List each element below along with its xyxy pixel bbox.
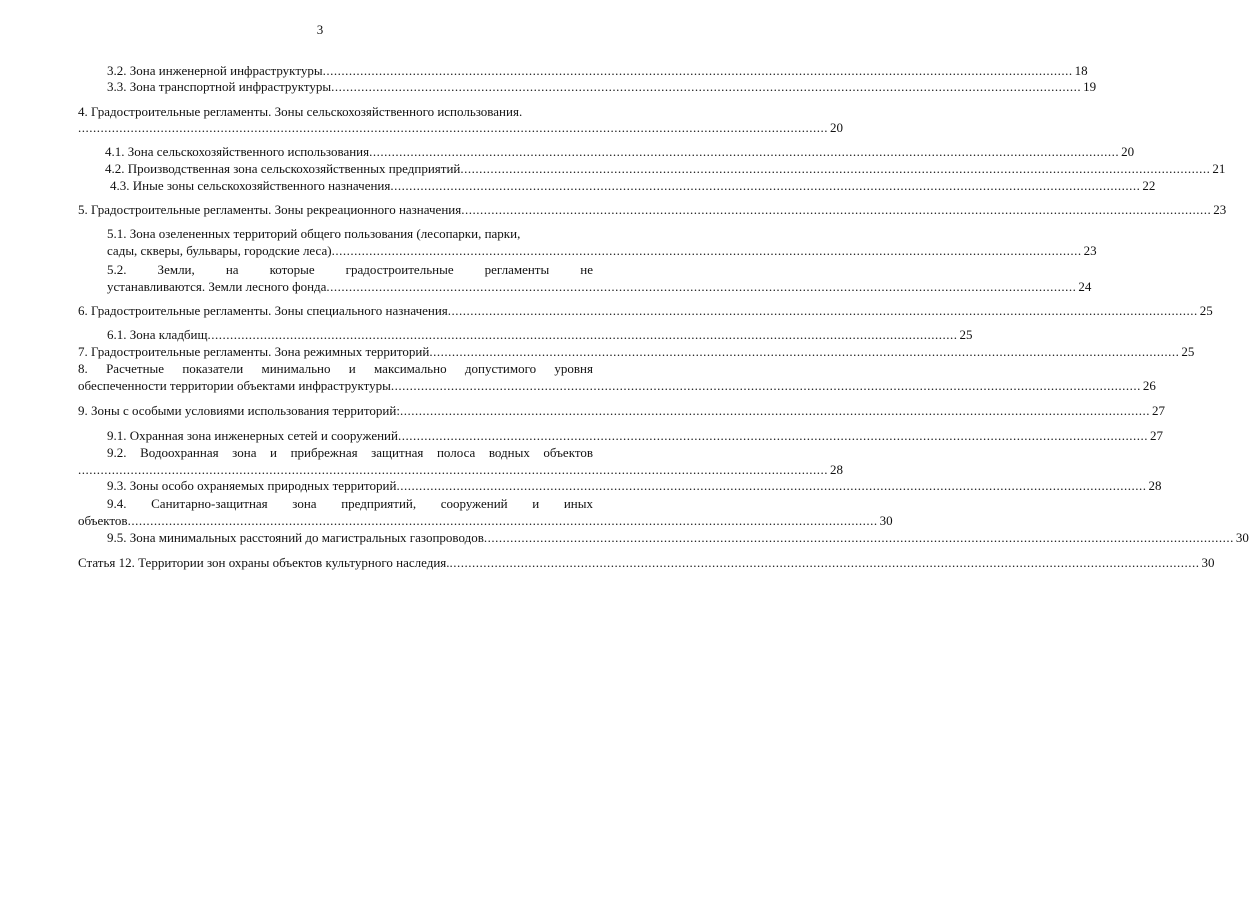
leader-dots: ........................................................................................................................................................................................................ <box>399 403 1150 418</box>
toc-entry-title[interactable]: 4. Градостроительные регламенты. Зоны сельскохозяйственного использования. <box>78 104 523 119</box>
toc-entry[interactable] <box>78 120 843 136</box>
toc-entry[interactable] <box>78 378 1156 394</box>
toc-page-number: 24 <box>1078 279 1092 294</box>
leader-dots: ........................................................................................................................................................................................................ <box>369 144 1120 159</box>
toc-entry[interactable] <box>107 327 973 343</box>
toc-entry-title[interactable]: 9.2. Водоохранная зона и прибрежная защитная полоса водных объектов <box>107 445 593 460</box>
toc-entry-title: 4.1. Зона сельскохозяйственного использования <box>105 144 370 159</box>
leader-dots: ........................................................................................................................................................................................................ <box>449 555 1200 570</box>
toc-entry[interactable] <box>105 144 1135 160</box>
leader-dots: ........................................................................................................................................................................................................ <box>78 120 828 135</box>
leader-dots: ........................................................................................................................................................................................................ <box>127 513 878 528</box>
leader-dots: ........................................................................................................................................................................................................ <box>390 178 1141 193</box>
toc-entry-title: 6.1. Зона кладбищ <box>107 327 208 342</box>
leader-dots: ........................................................................................................................................................................................................ <box>447 303 1198 318</box>
toc-entry[interactable] <box>78 513 893 529</box>
toc-entry-title: 7. Градостроительные регламенты. Зона режимных территорий <box>78 344 430 359</box>
toc-page-number: 23 <box>1083 243 1097 258</box>
toc-entry[interactable] <box>107 279 1092 295</box>
toc-entry[interactable] <box>78 303 1213 319</box>
toc-entry-title: 4.3. Иные зоны сельскохозяйственного назначения <box>110 178 391 193</box>
leader-dots: ........................................................................................................................................................................................................ <box>331 79 1082 94</box>
leader-dots: ........................................................................................................................................................................................................ <box>483 530 1234 545</box>
toc-entry[interactable] <box>107 428 1163 444</box>
toc-entry-title[interactable]: 9.4. Санитарно-защитная зона предприятий, сооружений и иных <box>107 496 593 511</box>
leader-dots: ........................................................................................................................................................................................................ <box>397 428 1148 443</box>
toc-entry-title: 3.3. Зона транспортной инфраструктуры <box>107 79 332 94</box>
toc-entry-title: 6. Градостроительные регламенты. Зоны специального назначения <box>78 303 448 318</box>
toc-entry-title: 4.2. Производственная зона сельскохозяйственных предприятий <box>105 161 461 176</box>
toc-page-number: 25 <box>959 327 973 342</box>
toc-page-number: 27 <box>1151 403 1165 418</box>
toc-entry[interactable] <box>107 79 1097 95</box>
toc-page-number: 22 <box>1142 178 1156 193</box>
toc-entry[interactable] <box>107 478 1162 494</box>
toc-entry[interactable] <box>107 243 1097 259</box>
toc-entry-title: 9. Зоны с особыми условиями использования территорий: <box>78 403 400 418</box>
toc-entry-title[interactable]: 5.1. Зона озелененных территорий общего пользования (лесопарки, парки, <box>107 226 521 241</box>
toc-entry[interactable] <box>110 178 1156 194</box>
toc-entry[interactable] <box>78 462 843 478</box>
toc-page-number: 25 <box>1181 344 1195 359</box>
toc-page-number: 25 <box>1199 303 1213 318</box>
toc-page-number: 18 <box>1074 63 1088 78</box>
toc-page-number: 21 <box>1212 161 1226 176</box>
toc-entry-title: объектов <box>78 513 128 528</box>
toc-entry-title: Статья 12. Территории зон охраны объектов культурного наследия. <box>78 555 450 570</box>
toc-entry-title: 9.3. Зоны особо охраняемых природных территорий <box>107 478 397 493</box>
toc-entry[interactable] <box>78 344 1195 360</box>
toc-entry-title[interactable]: 8. Расчетные показатели минимально и максимально допустимого уровня <box>78 361 593 376</box>
toc-page-number: 20 <box>830 120 843 135</box>
leader-dots: ........................................................................................................................................................................................................ <box>326 279 1077 294</box>
toc-entry-title: сады, скверы, бульвары, городские леса) <box>107 243 332 258</box>
leader-dots: ........................................................................................................................................................................................................ <box>460 161 1211 176</box>
toc-page-number: 30 <box>1235 530 1249 545</box>
toc-page-number: 30 <box>879 513 893 528</box>
toc-page-number: 30 <box>1201 555 1215 570</box>
toc-entry-title: обеспеченности территории объектами инфраструктуры <box>78 378 391 393</box>
page-number: 3 <box>316 22 324 37</box>
leader-dots: ........................................................................................................................................................................................................ <box>429 344 1180 359</box>
toc-entry[interactable] <box>105 161 1226 177</box>
leader-dots: ........................................................................................................................................................................................................ <box>461 202 1212 217</box>
toc-entry[interactable] <box>78 555 1215 571</box>
leader-dots: ........................................................................................................................................................................................................ <box>390 378 1141 393</box>
toc-entry-title[interactable]: 5.2. Земли, на которые градостроительные регламенты не <box>107 262 593 277</box>
leader-dots: ........................................................................................................................................................................................................ <box>207 327 958 342</box>
toc-entry-title: 9.1. Охранная зона инженерных сетей и сооружений <box>107 428 398 443</box>
toc-page-number: 23 <box>1213 202 1227 217</box>
toc-entry-title: 3.2. Зона инженерной инфраструктуры <box>107 63 323 78</box>
toc-page-number: 19 <box>1083 79 1097 94</box>
toc-entry-title: 5. Градостроительные регламенты. Зоны рекреационного назначения <box>78 202 462 217</box>
toc-entry-title: 9.5. Зона минимальных расстояний до магистральных газопроводов <box>107 530 484 545</box>
leader-dots: ........................................................................................................................................................................................................ <box>322 63 1073 78</box>
leader-dots: ........................................................................................................................................................................................................ <box>396 478 1147 493</box>
toc-entry[interactable] <box>107 63 1088 79</box>
toc-page-number: 27 <box>1149 428 1163 443</box>
toc-page-number: 26 <box>1142 378 1156 393</box>
leader-dots: ........................................................................................................................................................................................................ <box>78 462 828 477</box>
toc-entry[interactable] <box>107 530 1249 546</box>
leader-dots: ........................................................................................................................................................................................................ <box>331 243 1082 258</box>
toc-page-number: 28 <box>1148 478 1162 493</box>
toc-page-number: 28 <box>830 462 843 477</box>
toc-entry[interactable] <box>78 403 1165 419</box>
toc-entry[interactable] <box>78 202 1227 218</box>
toc-entry-title: устанавливаются. Земли лесного фонда <box>107 279 327 294</box>
toc-page-number: 20 <box>1121 144 1135 159</box>
